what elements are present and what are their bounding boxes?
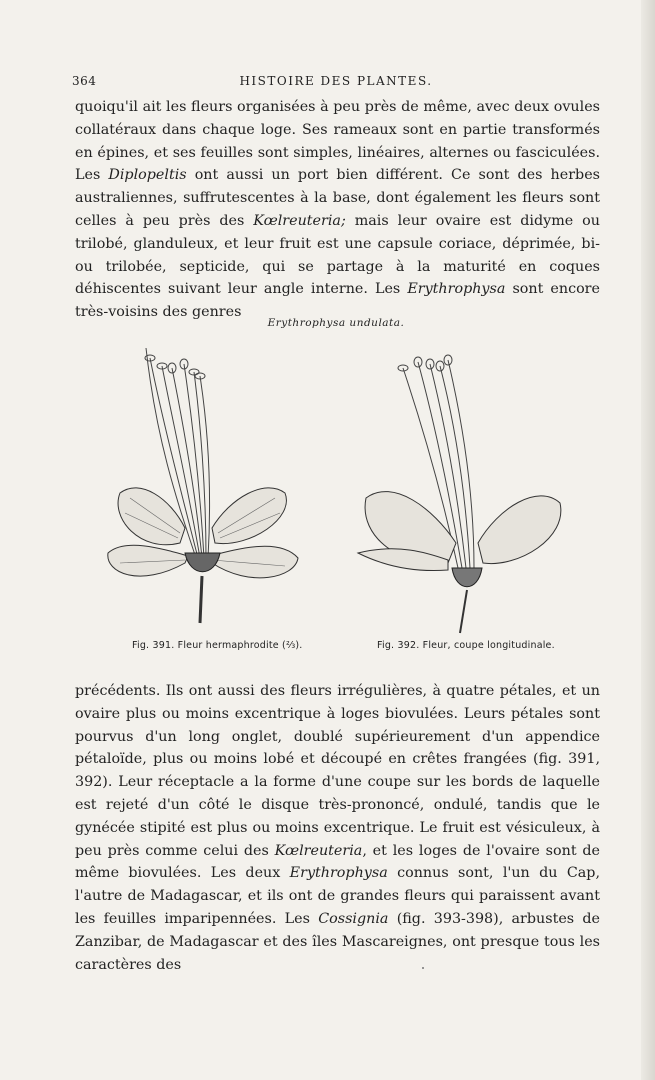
page-number: 364 bbox=[72, 74, 97, 88]
italic-taxon-name: Diplopeltis bbox=[108, 167, 187, 184]
italic-taxon-name: Erythrophysa bbox=[407, 281, 506, 298]
italic-taxon-name: Kœlreuteria; bbox=[253, 212, 346, 229]
page-edge-shadow bbox=[641, 0, 655, 1080]
italic-taxon-name: Erythrophysa bbox=[289, 865, 388, 882]
text-run: précédents. Ils ont aussi des fleurs irrégulières, à quatre pétales, et un ovaire plus ou moins excentrique à loges biovulées. Leurs pétales sont pourvus d'un long onglet, doublé supérieurement d'un appendice pétaloïde, plus ou moins lobé et découpé en crêtes frangées (fig. 391, 392). Leur réceptacle a la forme d'une coupe sur les bords de laquelle est rejeté d'un côté le disque très-prononcé, ondulé, tandis que le gynécée stipité est plus ou moins excentrique. Le fruit est vésiculeux, à peu près comme celui des bbox=[75, 683, 600, 859]
flower-illustration-hermaphrodite bbox=[100, 338, 305, 630]
text-run: sont encore très-voisins des genres bbox=[75, 281, 600, 321]
print-speck bbox=[422, 967, 424, 969]
text-run: (fig. 393-398), arbustes de Zanzibar, de Madagascar et des îles Mascareignes, ont presque tous les caractères des bbox=[75, 910, 600, 973]
page-header bbox=[72, 74, 600, 92]
paragraph-bottom bbox=[75, 680, 600, 976]
paragraph-top-text bbox=[75, 96, 600, 324]
text-run: ont aussi un port bien différent. Ce sont des herbes australiennes, suffrutescentes à la base, dont également les fleurs sont celles à peu près des bbox=[75, 167, 601, 229]
text-run: , et les loges de l'ovaire sont de même biovulées. Les deux bbox=[75, 842, 600, 882]
figure-caption-392: Fig. 392. Fleur, coupe longitudinale. bbox=[377, 640, 555, 651]
paragraph-bottom-text bbox=[75, 680, 600, 976]
paragraph-top bbox=[75, 96, 600, 324]
running-head: HISTOIRE DES PLANTES. bbox=[239, 74, 433, 88]
text-run: connus sont, l'un du Cap, l'autre de Madagascar, et ils ont de grandes fleurs qui paraissent avant les feuilles imparipennées. Les bbox=[75, 865, 600, 927]
flower-illustration-section bbox=[348, 338, 578, 638]
figure-title: Erythrophysa undulata. bbox=[267, 317, 405, 329]
italic-taxon-name: Cossignia bbox=[318, 910, 389, 927]
italic-taxon-name: Kœlreuteria bbox=[274, 842, 363, 859]
text-run: quoiqu'il ait les fleurs organisées à peu près de même, avec deux ovules collatéraux dans chaque loge. Ses rameaux sont en partie transformés en épines, et ses feuilles sont simples, linéaires, alternes ou fasciculées. Les bbox=[75, 99, 600, 184]
text-run: mais leur ovaire est didyme ou trilobé, glanduleux, et leur fruit est une capsule coriace, déprimée, bi- ou trilobée, septicide, qui se partage à la maturité en coques déhiscentes suivant leur angle interne. Les bbox=[75, 212, 600, 298]
figure-caption-391: Fig. 391. Fleur hermaphrodite (⅔). bbox=[132, 640, 303, 651]
